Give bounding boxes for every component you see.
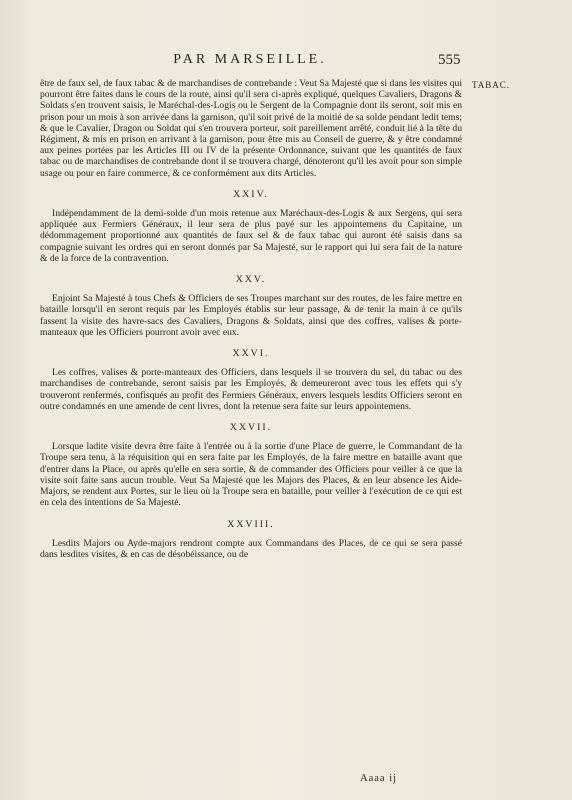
body-text bbox=[40, 78, 462, 560]
article-heading: XXV. bbox=[235, 274, 267, 286]
article-paragraph: Lesdits Majors ou Ayde-majors rendront compte aux Commandans des Places, de ce qui se sera passé dans lesdites visites, & en cas de désobéissance, ou de bbox=[40, 537, 462, 560]
article-heading: XXVII. bbox=[229, 422, 273, 434]
running-head: PAR MARSEILLE. bbox=[173, 52, 327, 67]
article-paragraph: Lorsque ladite visite devra être faite à l'entrée ou à la sortie d'une Place de guerre, le Commandant de la Troupe sera tenu, à la réquisition qui en sera faite par les Employés, de la faire mettre en bataille avant que d'entrer dans la Place, ou après qu'elle en sera sortie, & de commander des Officiers pour veiller à ce que la visite soit faite sans aucun trouble. Veut Sa Majesté que les Majors des Places, & en leur absence les Aide-Majors, se rendent aux Portes, sur le lieu où la Troupe sera en bataille, pour veiller à l'exécution de ce qui est en cela des intentions de Sa Majesté. bbox=[40, 441, 462, 509]
opening-paragraph: être de faux sel, de faux tabac & de marchandises de contrebande : Veut Sa Majesté que si dans les visites qui pourront être faites dans le cours de la route, ainsi qu'il sera ci-après expliqué, quelques Cavaliers, Dragons & Soldats s'en trouvent saisis, le Maréchal-des-Logis ou le Sergent de la Compagnie dont ils seront, soit mis en prison pour un mois à son arrivée dans la garnison, qu'il soit privé de la moitié de sa solde pendant ledit tems; & que le Cavalier, Dragon ou Soldat qui s'en trouvera porteur, soit pareillement arrêté, conduit lié à la tête du Régiment, & mis en prison en arrivant à la garnison, pour être mis au Conseil de guerre, & y être condamné aux peines portées par les Articles III ou IV de la présente Ordonnance, suivant que les quantités de faux tabac ou de marchandises de contrebande dont il se trouvera chargé, dénoteront qu'il les avoit pour son simple usage ou pour en faire commerce, & ce conformément aux dits Articles. bbox=[40, 78, 462, 179]
article-heading: XXVIII. bbox=[227, 518, 275, 530]
article-heading: XXIV. bbox=[233, 188, 269, 200]
article-heading: XXVI. bbox=[232, 348, 270, 360]
signature-mark: Aaaa ij bbox=[360, 773, 398, 784]
margin-note: TABAC. bbox=[472, 80, 511, 90]
article-paragraph: Indépendamment de la demi-solde d'un mois retenue aux Maréchaux-des-Logis & aux Sergens, qui sera appliquée aux Fermiers Généraux, il leur sera de plus payé sur les appointemens du Capitaine, un dédommagement proportionné aux quantités de faux sel & de faux tabac qui auront été saisis dans sa compagnie suivant les ordres qui en seront donnés par Sa Majesté, sur le rapport qui lui sera fait de la nature & de la force de la contravention. bbox=[40, 208, 462, 264]
page-number: 555 bbox=[438, 52, 461, 68]
article-paragraph: Enjoint Sa Majesté à tous Chefs & Officiers de ses Troupes marchant sur des routes, de les faire mettre en bataille lorsqu'il en seront requis par les Employés établis sur leur passage, & de tenir la main à ce qu'ils fassent la visite des havre-sacs des Cavaliers, Dragons & Soldats, ainsi que des coffres, valises & porte-manteaux que les Officiers pourront avoir avec eux. bbox=[40, 293, 462, 338]
article-paragraph: Les coffres, valises & porte-manteaux des Officiers, dans lesquels il se trouvera du sel, du tabac ou des marchandises de contrebande, seront saisis par les Employés, & demeureront avec tous les effets qui s'y trouveront renfermés, confisqués au profit des Fermiers Généraux, envers lesquels lesdits Officiers seront en outre condamnés en une amende de cent livres, dont la retenue sera faite sur leurs appointemens. bbox=[40, 367, 462, 412]
